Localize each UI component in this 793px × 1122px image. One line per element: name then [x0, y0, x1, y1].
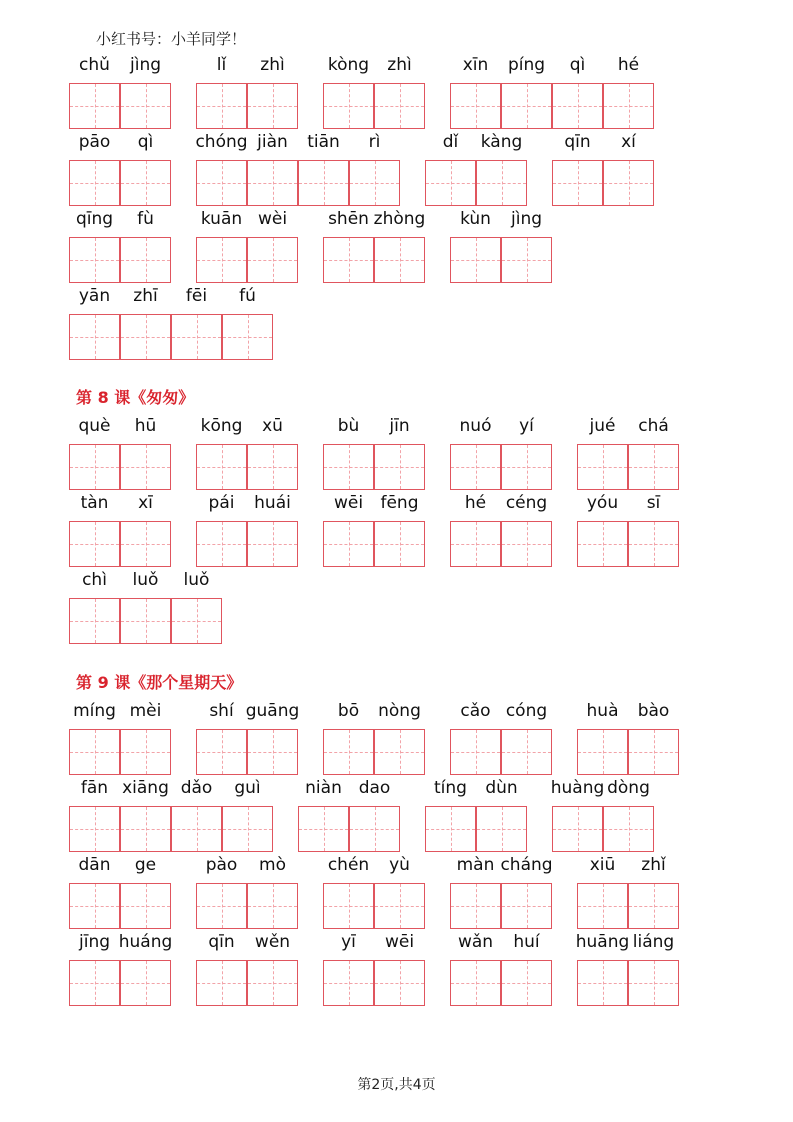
writing-box[interactable] [298, 806, 349, 852]
pinyin-syllable: bō [337, 701, 360, 721]
writing-box[interactable] [501, 83, 552, 129]
pinyin-syllable: yān [78, 286, 111, 306]
writing-box-group [323, 729, 425, 775]
writing-box-group [69, 314, 273, 360]
writing-box-group [450, 444, 552, 490]
pinyin-syllable: cǎo [460, 701, 491, 721]
pinyin-syllable: luǒ [183, 570, 210, 590]
pinyin-syllable: kòng [327, 55, 370, 75]
writing-box-group [450, 83, 654, 129]
writing-box[interactable] [552, 83, 603, 129]
pinyin-syllable: wēi [333, 493, 364, 513]
pinyin-syllable: chá [638, 416, 669, 436]
writing-box-group [69, 883, 171, 929]
writing-box[interactable] [577, 883, 628, 929]
pinyin-syllable: míng [73, 701, 116, 721]
pinyin-syllable: jìng [129, 55, 162, 75]
writing-box[interactable] [323, 83, 374, 129]
writing-box-group [425, 160, 527, 206]
writing-box[interactable] [374, 960, 425, 1006]
lesson-title: 第 8 课《匆匆》 [76, 388, 195, 407]
writing-box[interactable] [577, 960, 628, 1006]
pinyin-syllable: qì [137, 132, 154, 152]
pinyin-syllable: guì [234, 778, 261, 798]
writing-box[interactable] [247, 237, 298, 283]
writing-box-group [450, 960, 552, 1006]
header-note: 小红书号：小羊同学！ [96, 30, 247, 48]
pinyin-syllable: lǐ [216, 55, 227, 75]
writing-box[interactable] [450, 237, 501, 283]
pinyin-syllable: shēn [328, 209, 369, 229]
writing-box[interactable] [552, 806, 603, 852]
writing-box[interactable] [628, 521, 679, 567]
writing-box[interactable] [425, 806, 476, 852]
writing-box[interactable] [501, 521, 552, 567]
pinyin-syllable: chóng [195, 132, 248, 152]
pinyin-syllable: qì [569, 55, 586, 75]
writing-box[interactable] [628, 883, 679, 929]
writing-box[interactable] [120, 314, 171, 360]
writing-box[interactable] [69, 806, 120, 852]
pinyin-syllable: fú [239, 286, 256, 306]
pinyin-syllable: màn [456, 855, 495, 875]
pinyin-syllable: zhī [133, 286, 158, 306]
writing-box-group [196, 160, 400, 206]
writing-box-group [323, 960, 425, 1006]
writing-box[interactable] [603, 160, 654, 206]
writing-box[interactable] [196, 960, 247, 1006]
pinyin-syllable: dao [358, 778, 391, 798]
pinyin-syllable: ge [134, 855, 157, 875]
writing-box[interactable] [603, 806, 654, 852]
pinyin-syllable: xīn [462, 55, 489, 75]
writing-box-group [196, 883, 298, 929]
pinyin-syllable: huāng [575, 932, 630, 952]
pinyin-syllable: huáng [118, 932, 173, 952]
writing-box[interactable] [196, 729, 247, 775]
writing-box-group [323, 83, 425, 129]
pinyin-syllable: wěn [254, 932, 291, 952]
writing-box[interactable] [349, 806, 400, 852]
pinyin-syllable: jiàn [257, 132, 288, 152]
pinyin-syllable: tíng [434, 778, 467, 798]
pinyin-syllable: xū [262, 416, 283, 436]
pinyin-syllable: huí [513, 932, 540, 952]
writing-box[interactable] [247, 883, 298, 929]
writing-box[interactable] [425, 160, 476, 206]
writing-box-group [69, 521, 171, 567]
lesson-title: 第 9 课《那个星期天》 [76, 673, 243, 692]
writing-box[interactable] [577, 444, 628, 490]
writing-box-group [450, 237, 552, 283]
writing-box[interactable] [349, 160, 400, 206]
writing-box[interactable] [69, 521, 120, 567]
pinyin-syllable: huà [586, 701, 619, 721]
pinyin-syllable: xí [621, 132, 636, 152]
pinyin-syllable: xiāng [122, 778, 169, 798]
pinyin-syllable: zhì [387, 55, 412, 75]
writing-box[interactable] [450, 521, 501, 567]
pinyin-syllable: hé [617, 55, 640, 75]
writing-box-group [450, 883, 552, 929]
writing-box[interactable] [476, 160, 527, 206]
writing-box[interactable] [120, 521, 171, 567]
writing-box-group [577, 729, 679, 775]
writing-box-group [69, 598, 222, 644]
pinyin-syllable: yí [519, 416, 534, 436]
pinyin-syllable: jīn [389, 416, 410, 436]
writing-box-group [425, 806, 527, 852]
writing-box[interactable] [577, 521, 628, 567]
pinyin-syllable: yī [341, 932, 356, 952]
pinyin-syllable: wèi [257, 209, 288, 229]
writing-box[interactable] [628, 729, 679, 775]
writing-box[interactable] [628, 960, 679, 1006]
writing-box[interactable] [196, 883, 247, 929]
pinyin-syllable: liáng [632, 932, 675, 952]
pinyin-syllable: pào [205, 855, 238, 875]
writing-box-group [450, 521, 552, 567]
writing-box-group [196, 83, 298, 129]
writing-box[interactable] [247, 729, 298, 775]
pinyin-syllable: dǎo [180, 778, 213, 798]
pinyin-syllable: pái [208, 493, 235, 513]
pinyin-syllable: jīng [78, 932, 111, 952]
pinyin-syllable: wǎn [457, 932, 494, 952]
pinyin-syllable: qīn [564, 132, 591, 152]
writing-box[interactable] [120, 83, 171, 129]
writing-box[interactable] [120, 444, 171, 490]
pinyin-syllable: bù [337, 416, 360, 436]
writing-box[interactable] [120, 729, 171, 775]
writing-box[interactable] [374, 444, 425, 490]
writing-box[interactable] [603, 83, 654, 129]
pinyin-syllable: cóng [505, 701, 548, 721]
writing-box[interactable] [450, 883, 501, 929]
pinyin-syllable: kuān [200, 209, 243, 229]
pinyin-syllable: pāo [78, 132, 111, 152]
writing-box[interactable] [577, 729, 628, 775]
writing-box[interactable] [374, 729, 425, 775]
pinyin-syllable: fù [137, 209, 154, 229]
writing-box[interactable] [552, 160, 603, 206]
writing-box[interactable] [69, 598, 120, 644]
pinyin-syllable: hé [464, 493, 487, 513]
writing-box-group [298, 806, 400, 852]
writing-box[interactable] [374, 883, 425, 929]
writing-box[interactable] [69, 883, 120, 929]
writing-box-group [577, 444, 679, 490]
writing-box[interactable] [323, 521, 374, 567]
writing-box-group [69, 729, 171, 775]
writing-box[interactable] [374, 521, 425, 567]
writing-box[interactable] [120, 598, 171, 644]
writing-box[interactable] [196, 83, 247, 129]
writing-box[interactable] [298, 160, 349, 206]
writing-box-group [69, 444, 171, 490]
writing-box-group [323, 444, 425, 490]
writing-box[interactable] [323, 444, 374, 490]
writing-box[interactable] [69, 160, 120, 206]
pinyin-syllable: zhì [260, 55, 285, 75]
writing-box-group [323, 521, 425, 567]
pinyin-syllable: tàn [80, 493, 109, 513]
writing-box[interactable] [247, 160, 298, 206]
pinyin-syllable: jìng [510, 209, 543, 229]
writing-box[interactable] [450, 960, 501, 1006]
writing-box[interactable] [69, 314, 120, 360]
pinyin-syllable: niàn [305, 778, 342, 798]
writing-box-group [577, 883, 679, 929]
pinyin-syllable: kàng [480, 132, 523, 152]
pinyin-syllable: mò [259, 855, 286, 875]
writing-box[interactable] [69, 729, 120, 775]
pinyin-syllable: tiān [307, 132, 340, 152]
writing-box[interactable] [450, 444, 501, 490]
writing-box[interactable] [450, 729, 501, 775]
writing-box[interactable] [120, 960, 171, 1006]
writing-box[interactable] [323, 883, 374, 929]
writing-box[interactable] [450, 83, 501, 129]
pinyin-syllable: qīng [75, 209, 114, 229]
pinyin-syllable: bào [637, 701, 670, 721]
pinyin-syllable: zhòng [373, 209, 426, 229]
writing-box[interactable] [69, 960, 120, 1006]
pinyin-syllable: sī [646, 493, 661, 513]
writing-box[interactable] [69, 237, 120, 283]
writing-box[interactable] [501, 444, 552, 490]
writing-box[interactable] [196, 444, 247, 490]
writing-box[interactable] [323, 960, 374, 1006]
pinyin-syllable: wēi [384, 932, 415, 952]
writing-box[interactable] [171, 806, 222, 852]
writing-box-group [196, 444, 298, 490]
writing-box[interactable] [501, 729, 552, 775]
pinyin-syllable: jué [589, 416, 616, 436]
writing-box[interactable] [171, 314, 222, 360]
writing-box-group [552, 806, 654, 852]
pinyin-syllable: dòng [607, 778, 650, 798]
pinyin-syllable: píng [507, 55, 546, 75]
pinyin-syllable: hū [134, 416, 157, 436]
pinyin-syllable: fēng [380, 493, 419, 513]
writing-box[interactable] [374, 237, 425, 283]
writing-box-group [69, 160, 171, 206]
pinyin-syllable: chén [327, 855, 370, 875]
writing-box[interactable] [196, 237, 247, 283]
writing-box-group [323, 883, 425, 929]
pinyin-syllable: nuó [459, 416, 492, 436]
writing-box[interactable] [196, 160, 247, 206]
pinyin-syllable: cháng [500, 855, 553, 875]
writing-box-group [450, 729, 552, 775]
pinyin-syllable: kōng [200, 416, 243, 436]
writing-box[interactable] [120, 806, 171, 852]
writing-box-group [577, 960, 679, 1006]
pinyin-syllable: fān [80, 778, 109, 798]
writing-box[interactable] [476, 806, 527, 852]
writing-box[interactable] [501, 237, 552, 283]
pinyin-syllable: chì [82, 570, 107, 590]
pinyin-syllable: qīn [208, 932, 235, 952]
writing-box[interactable] [171, 598, 222, 644]
writing-box-group [552, 160, 654, 206]
pinyin-syllable: xiū [589, 855, 616, 875]
writing-box[interactable] [374, 83, 425, 129]
writing-box[interactable] [323, 237, 374, 283]
writing-box[interactable] [120, 160, 171, 206]
writing-box[interactable] [69, 83, 120, 129]
pinyin-syllable: nòng [378, 701, 421, 721]
writing-box[interactable] [247, 444, 298, 490]
page-footer: 第2页,共4页 [357, 1077, 436, 1093]
writing-box-group [69, 960, 171, 1006]
writing-box-group [196, 960, 298, 1006]
pinyin-syllable: guāng [245, 701, 300, 721]
writing-box[interactable] [222, 806, 273, 852]
pinyin-syllable: shí [209, 701, 234, 721]
writing-box-group [577, 521, 679, 567]
pinyin-syllable: yóu [586, 493, 619, 513]
pinyin-syllable: dān [78, 855, 111, 875]
writing-box[interactable] [120, 883, 171, 929]
pinyin-syllable: xī [138, 493, 153, 513]
writing-box[interactable] [196, 521, 247, 567]
pinyin-syllable: kùn [460, 209, 491, 229]
writing-box[interactable] [120, 237, 171, 283]
pinyin-syllable: zhǐ [641, 855, 666, 875]
pinyin-syllable: huái [254, 493, 291, 513]
pinyin-syllable: rì [368, 132, 381, 152]
writing-box-group [69, 806, 273, 852]
writing-box[interactable] [501, 883, 552, 929]
pinyin-syllable: dùn [485, 778, 518, 798]
pinyin-syllable: céng [505, 493, 548, 513]
writing-box-group [196, 237, 298, 283]
pinyin-syllable: què [78, 416, 111, 436]
pinyin-syllable: huàng [550, 778, 605, 798]
writing-box-group [196, 521, 298, 567]
pinyin-syllable: fēi [185, 286, 208, 306]
writing-box[interactable] [628, 444, 679, 490]
writing-box-group [69, 83, 171, 129]
pinyin-syllable: luǒ [132, 570, 159, 590]
writing-box[interactable] [247, 960, 298, 1006]
pinyin-syllable: yù [389, 855, 410, 875]
writing-box[interactable] [247, 521, 298, 567]
writing-box[interactable] [222, 314, 273, 360]
writing-box-group [323, 237, 425, 283]
writing-box[interactable] [69, 444, 120, 490]
writing-box-group [196, 729, 298, 775]
writing-box[interactable] [247, 83, 298, 129]
writing-box[interactable] [501, 960, 552, 1006]
pinyin-syllable: dǐ [442, 132, 459, 152]
writing-box[interactable] [323, 729, 374, 775]
pinyin-syllable: chǔ [79, 55, 110, 75]
writing-box-group [69, 237, 171, 283]
pinyin-syllable: mèi [129, 701, 162, 721]
